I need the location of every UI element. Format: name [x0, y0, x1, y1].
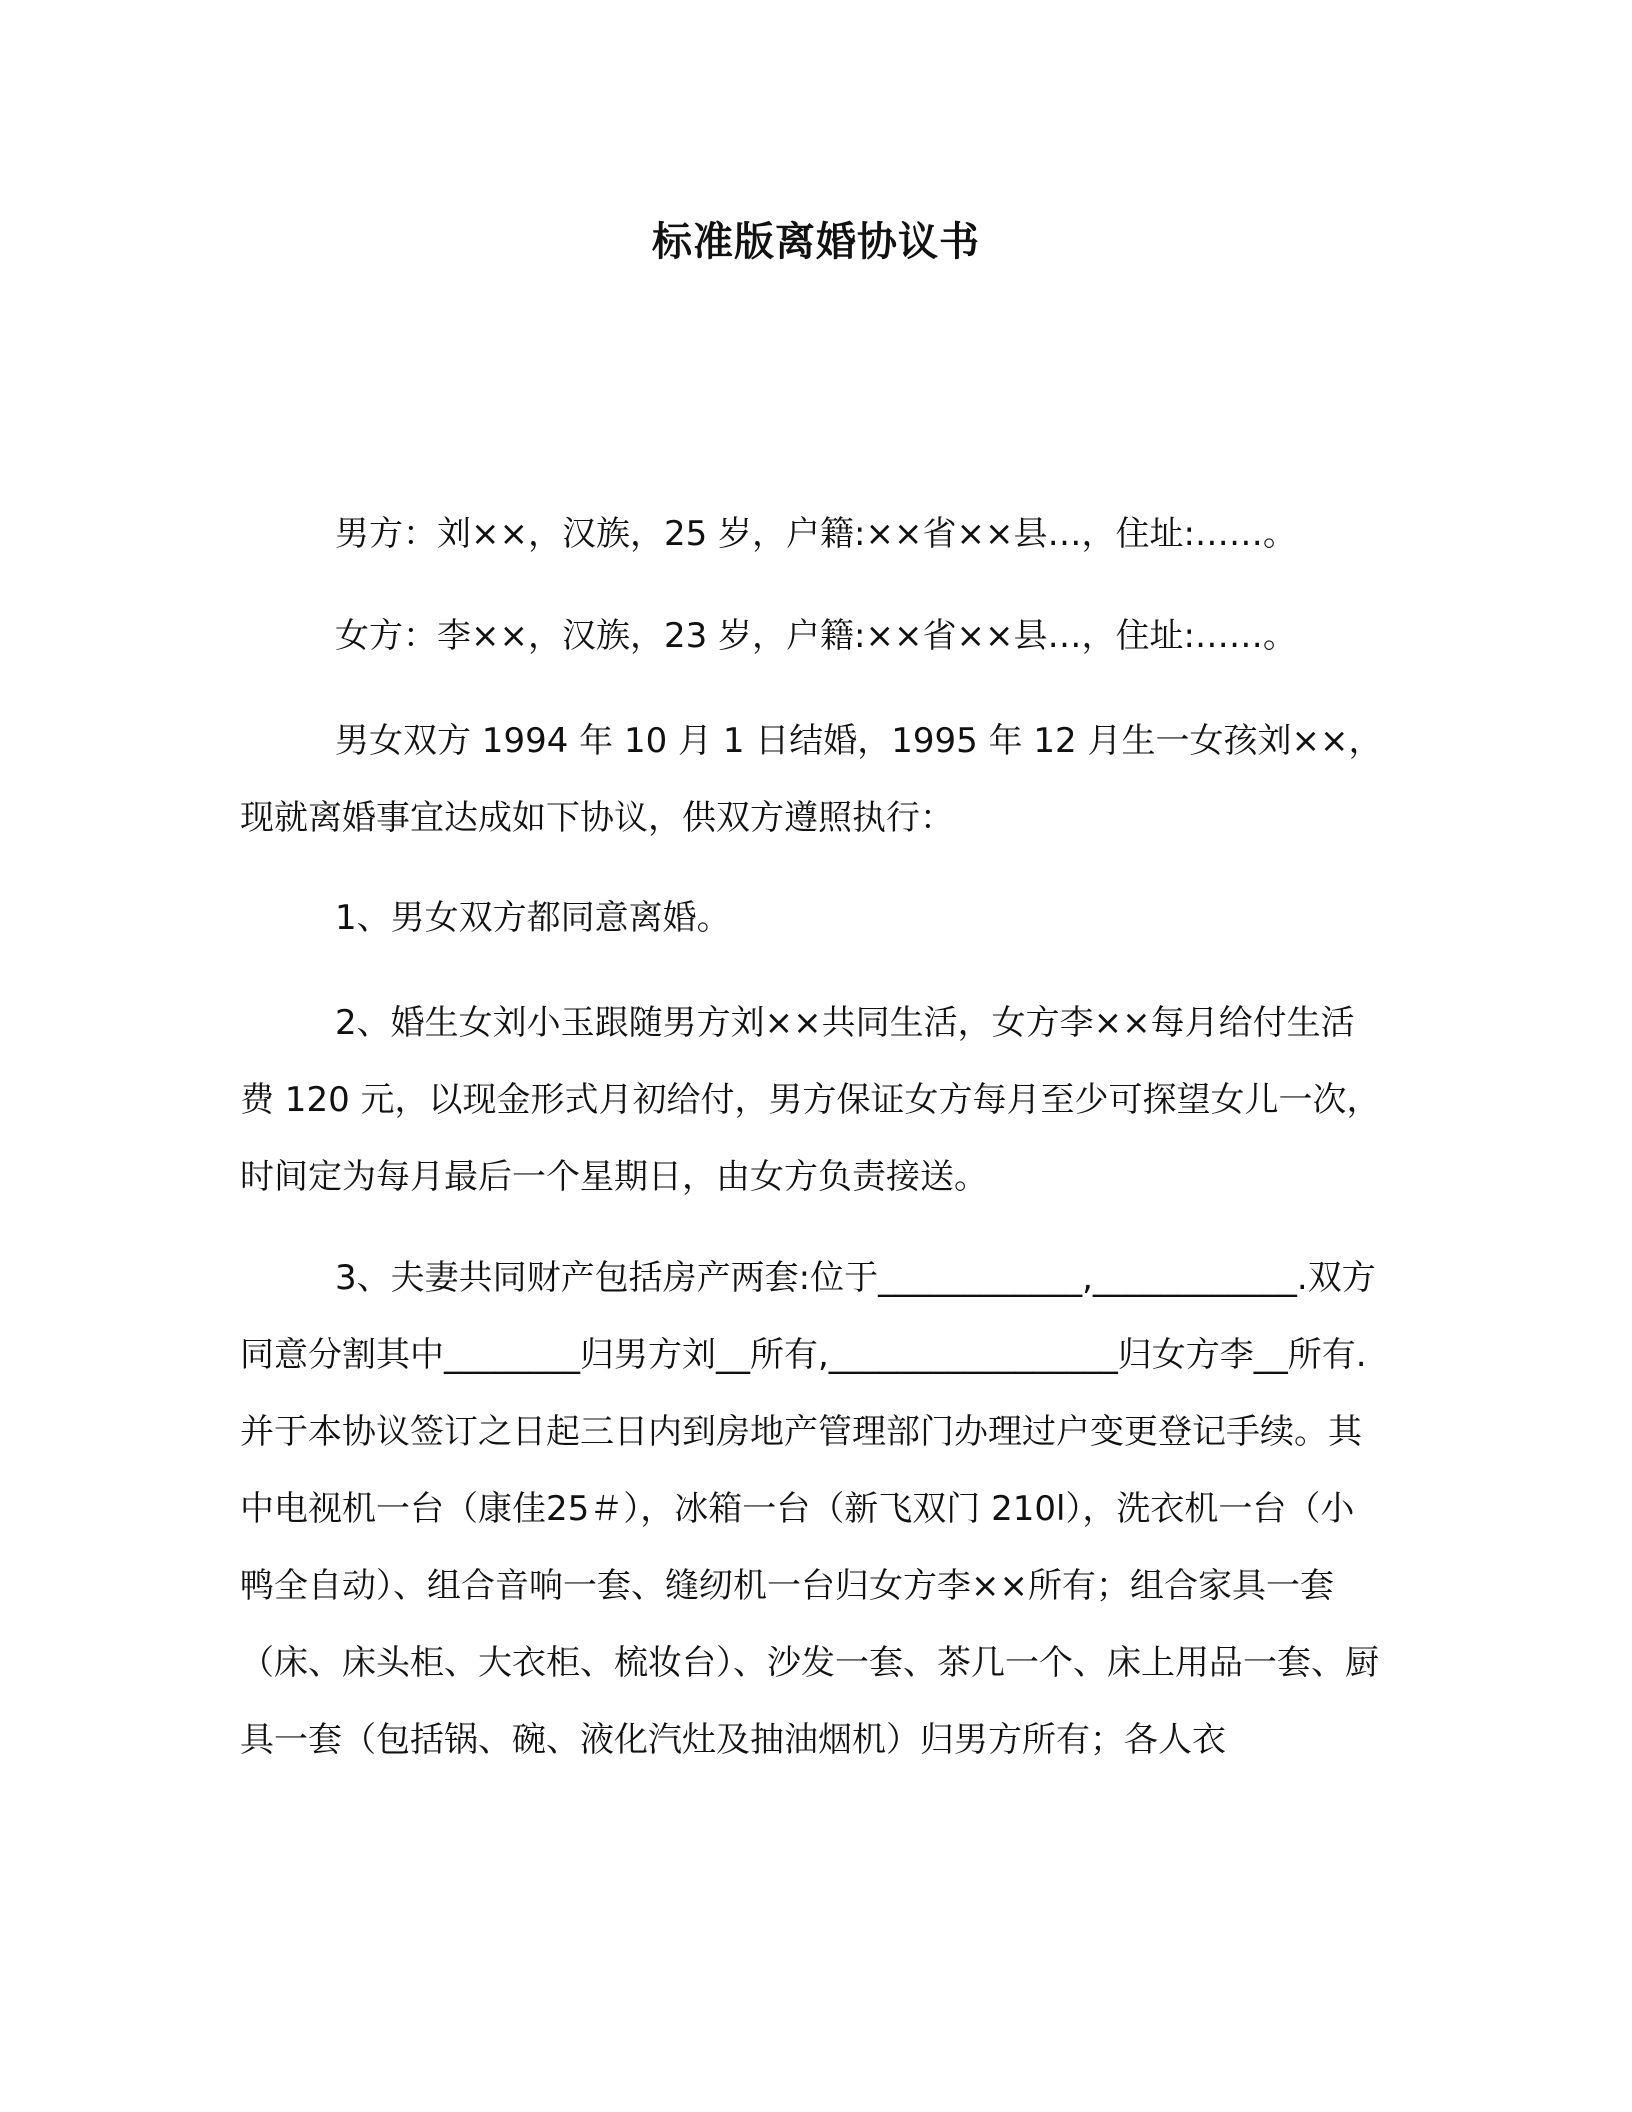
- party-female-line: 女方：李××，汉族，23 岁，户籍:××省××县…，住址:……。: [335, 616, 1297, 656]
- party-male-line: 男方：刘××，汉族，25 岁，户籍:××省××县…，住址:……。: [335, 514, 1297, 554]
- clause-3-paragraph: 3、夫妻共同财产包括房产两套:位于____________,____________.双方同意分割其中________归男方刘__所有,_________________归女方李__所有.并于本协议签订之日起三日内到房地产管理部门办理过户变更登记手续。其中电视机一台（康佳25＃），冰箱一台（新飞双门 210l），洗衣机一台（小鸭全自动）、组合音响一套、缝纫机一台归女方李××所有；组合家具一套（床、床头柜、大衣柜、梳妆台）、沙发一套、茶几一个、床上用品一套、厨具一套（包括锅、碗、液化汽灶及抽油烟机）归男方所有；各人衣: [240, 1258, 1379, 1760]
- clause-2-paragraph: 2、婚生女刘小玉跟随男方刘××共同生活，女方李××每月给付生活费 120 元，以现金形式月初给付，男方保证女方每月至少可探望女儿一次，时间定为每月最后一个星期日，由女方负责接送。: [240, 1003, 1381, 1197]
- clause-1-paragraph: 1、男女双方都同意离婚。: [335, 898, 731, 938]
- marriage-info-paragraph: 男女双方 1994 年 10 月 1 日结婚，1995 年 12 月生一女孩刘××，现就离婚事宜达成如下协议，供双方遵照执行：: [240, 721, 1383, 838]
- document-title: 标准版离婚协议书: [652, 219, 980, 265]
